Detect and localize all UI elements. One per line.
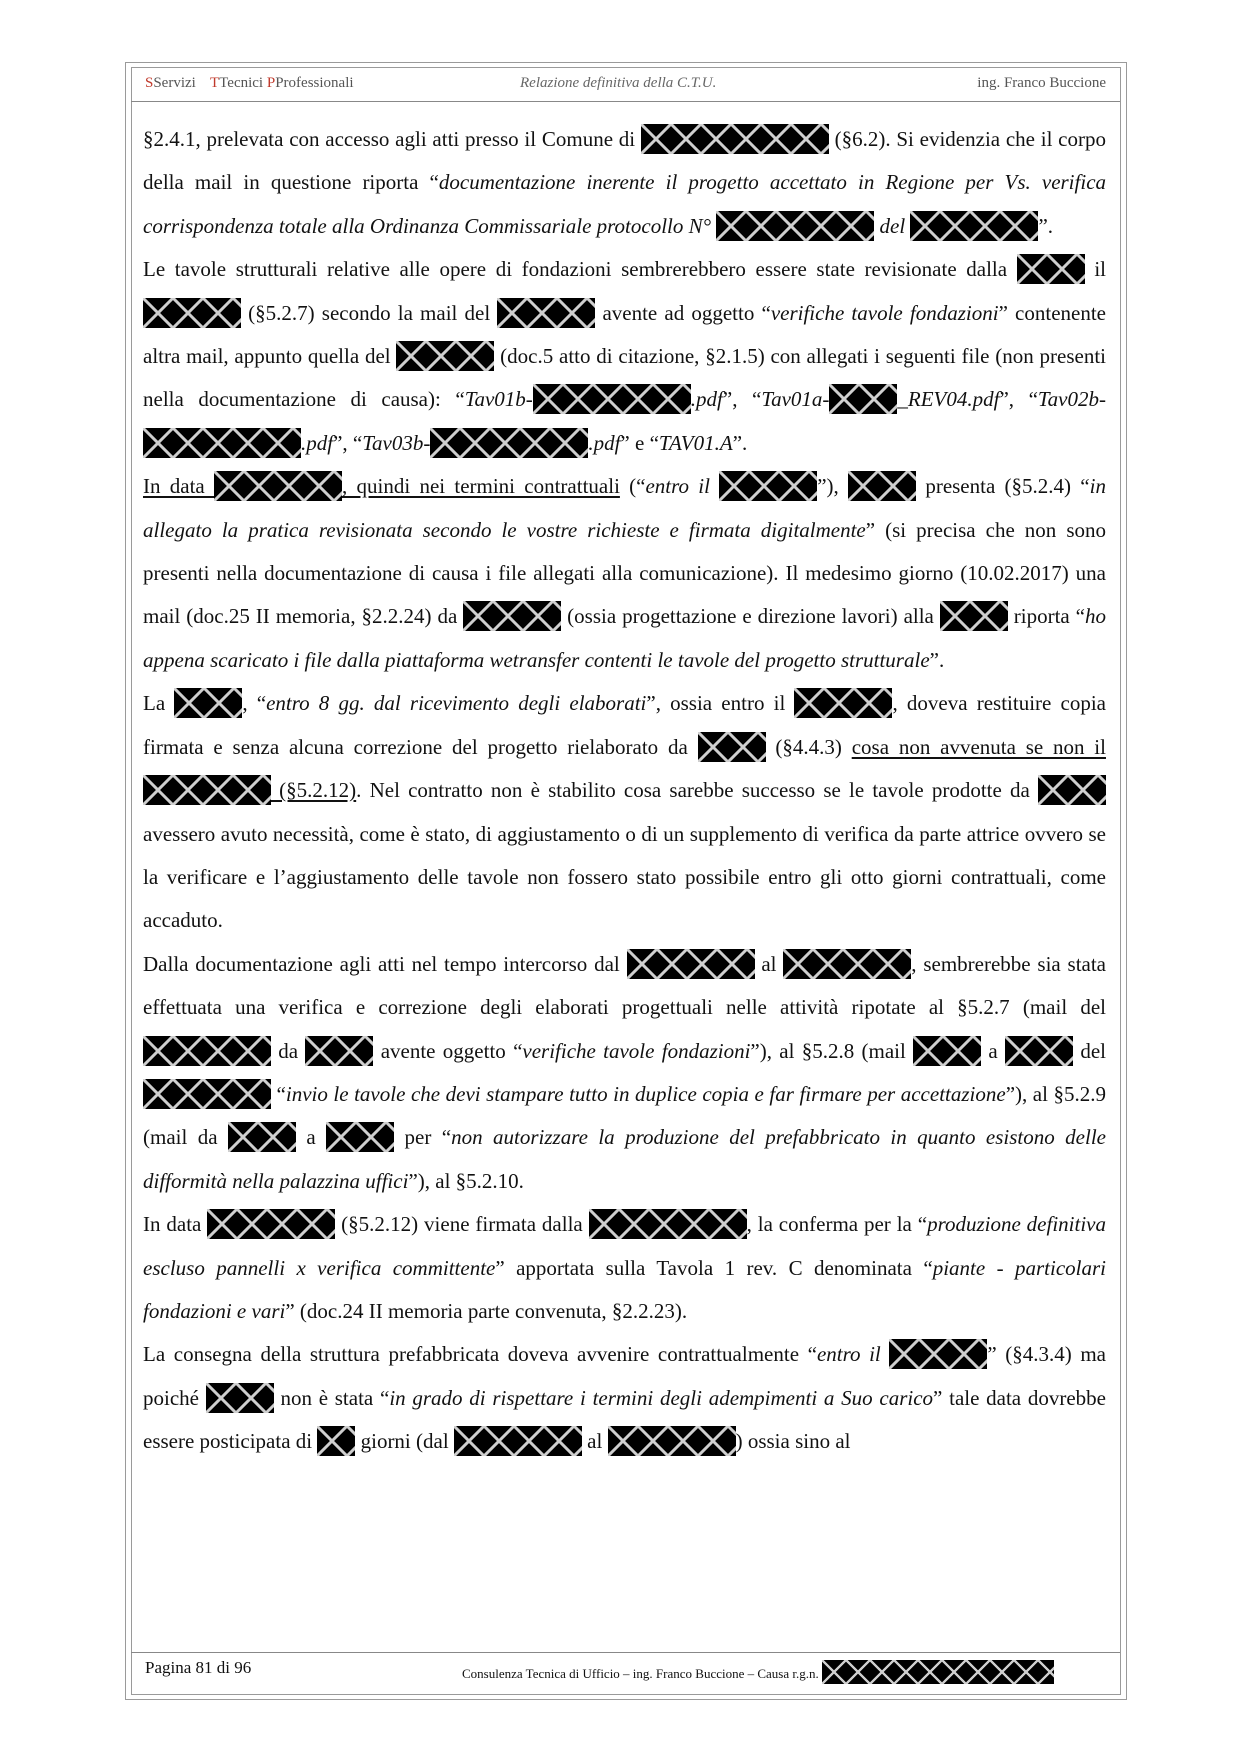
redaction: [1005, 1036, 1073, 1066]
body-text: ”, “: [999, 387, 1038, 412]
redaction: [913, 1036, 981, 1066]
redaction: [794, 688, 892, 718]
header-company-rest: TTecnici PProfessionali: [210, 75, 354, 91]
header-company-word1: Servizi: [153, 75, 196, 91]
redaction: [430, 428, 588, 458]
body-text: (§6.2). Si evidenzia che il corpo della mail in questione riporta “: [143, 127, 1106, 195]
quoted-text: TAV01.A: [658, 430, 733, 455]
body-text: ” e “: [620, 430, 659, 455]
quoted-text: entro 8 gg. dal ricevimento degli elaborati: [266, 691, 647, 716]
redaction: [143, 428, 301, 458]
document-body: [143, 118, 1106, 1464]
footer-rule: [131, 1652, 1120, 1653]
paragraph: [143, 465, 1106, 682]
body-text: avessero avuto necessità, come è stato, di aggiustamento o di un supplemento di verifica da parte attrice ovvero se la verificare e l’aggiustamento delle tavole non fossero stato possibile entro gli otto giorni contrattuali, come accaduto.: [143, 821, 1106, 933]
body-text: La: [143, 691, 175, 716]
body-text: ”.: [1038, 213, 1054, 238]
body-text: ”, ossia entro il: [646, 691, 795, 716]
body-text: ” apportata sulla Tavola 1 rev. C denominata “: [495, 1255, 933, 1280]
body-text: da: [271, 1038, 306, 1063]
redaction: [206, 1383, 274, 1413]
paragraph: [143, 682, 1106, 942]
body-text: avente oggetto “: [373, 1038, 523, 1063]
quoted-text: in grado di rispettare i termini degli adempimenti a Suo carico: [389, 1385, 934, 1410]
quoted-text: invio le tavole che devi stampare tutto in duplice copia e far firmare per accettazione: [285, 1081, 1006, 1106]
quoted-text: verifiche tavole fondazioni: [522, 1038, 751, 1063]
body-text: presenta (§5.2.4) “: [916, 474, 1090, 499]
paragraph: [143, 943, 1106, 1203]
header-author: ing. Franco Buccione: [977, 75, 1106, 91]
quoted-text: Tav01b-: [464, 387, 533, 412]
quoted-text: Tav03b-: [362, 430, 431, 455]
redaction: [533, 384, 691, 414]
redaction: [910, 211, 1038, 241]
redaction: [143, 1036, 271, 1066]
body-text: ”), al §5.2.10.: [408, 1168, 524, 1193]
quoted-text: Tav02b-: [1037, 387, 1106, 412]
header-company-initial: S: [145, 75, 154, 91]
body-text: giorni (dal: [355, 1429, 454, 1454]
paragraph: [143, 1333, 1106, 1463]
redaction: [889, 1339, 987, 1369]
footer-case-text: Consulenza Tecnica di Ufficio – ing. Franco Buccione – Causa r.g.n.: [462, 1666, 819, 1681]
body-text: ”), al §5.2.8 (mail: [750, 1038, 914, 1063]
body-text: (§4.4.3): [765, 734, 852, 759]
body-text: ”, “: [722, 387, 762, 412]
redaction: [698, 732, 766, 762]
body-text: La consegna della struttura prefabbricata doveva avvenire contrattualmente “: [143, 1342, 817, 1367]
redaction: [454, 1426, 582, 1456]
paragraph: [143, 1203, 1106, 1333]
underlined-text: In data: [143, 474, 214, 499]
redaction: [627, 949, 755, 979]
body-text: ”.: [732, 430, 748, 455]
body-text: al: [581, 1429, 608, 1454]
footer-page-number: Pagina 81 di 96: [145, 1658, 252, 1677]
redaction: [305, 1036, 373, 1066]
body-text: ” (doc.24 II memoria parte convenuta, §2.2.23).: [285, 1298, 688, 1323]
body-text: (doc.5 atto di citazione, §2.1.5) con allegati i seguenti file (non presenti nella documentazione di causa): “: [143, 344, 1107, 412]
quoted-text: documentazione inerente il progetto accettato in Regione per Vs. verifica corrispondenza totale alla Ordinanza Commissariale protocollo N°: [143, 170, 1107, 238]
body-text: In data: [143, 1212, 208, 1237]
header-title: Relazione definitiva della C.T.U.: [520, 75, 717, 91]
redaction: [589, 1209, 747, 1239]
redaction: [1017, 254, 1085, 284]
body-text: (§5.2.12) viene firmata dalla: [335, 1212, 589, 1237]
body-text: “: [271, 1081, 286, 1106]
redaction: [214, 471, 342, 501]
footer-case-reference: [462, 1660, 1054, 1682]
quoted-text: in allegato la pratica revisionata secondo le vostre richieste e firmata digitalmente: [143, 474, 1106, 542]
redaction: [143, 298, 241, 328]
body-text: . Nel contratto non è stabilito cosa sarebbe successo se le tavole prodotte da: [356, 778, 1038, 803]
redaction: [463, 601, 561, 631]
body-text: , doveva restituire copia firmata e senza alcuna correzione del progetto rielaborato da: [143, 691, 1106, 759]
redaction: [719, 471, 817, 501]
redaction: [822, 1660, 1054, 1684]
body-text: riporta “: [1007, 604, 1086, 629]
redaction: [143, 775, 271, 805]
body-text: ” tale data dovrebbe essere posticipata di: [143, 1385, 1107, 1454]
redaction: [829, 384, 897, 414]
underlined-text: (§5.2.12): [271, 778, 357, 803]
body-text: ” (si precisa che non sono presenti nella documentazione di causa i file allegati alla comunicazione). Il medesimo giorno (10.02.2017) una mail (doc.25 II memoria, §2.2.24) da: [143, 517, 1106, 629]
body-text: a: [981, 1038, 1006, 1063]
redaction: [207, 1209, 335, 1239]
quoted-text: verifiche tavole fondazioni: [770, 300, 999, 325]
body-text: al: [754, 951, 784, 976]
quoted-text: entro il: [816, 1342, 890, 1367]
redaction: [497, 298, 595, 328]
header-company: [145, 72, 196, 94]
redaction: [317, 1426, 355, 1456]
redaction: [228, 1122, 296, 1152]
body-text: (“: [619, 474, 646, 499]
body-text: (ossia progettazione e direzione lavori) alla: [561, 604, 940, 629]
body-text: ”), al §5.2.9 (mail da: [143, 1081, 1107, 1150]
header-rule: [131, 101, 1120, 102]
underlined-text: , quindi nei termini contrattuali: [342, 474, 620, 499]
header-company-word2: Tecnici: [219, 75, 267, 91]
redaction: [641, 124, 829, 154]
body-text: (§5.2.7) secondo la mail del: [241, 300, 498, 325]
body-text: , sembrerebbe sia stata effettuata una verifica e correzione degli elaborati progettuali nelle attività ripotate al §5.2.7 (mail del: [143, 951, 1107, 1020]
body-text: per “: [394, 1125, 452, 1150]
body-text: ) ossia sino al: [735, 1429, 851, 1454]
body-text: ”),: [817, 474, 849, 499]
body-text: ”, “: [333, 430, 363, 455]
redaction: [716, 211, 874, 241]
quoted-text: non autorizzare la produzione del prefabbricato in quanto esistono delle difformità nella palazzina uffici: [143, 1125, 1106, 1193]
body-text: ” (§4.3.4) ma poiché: [143, 1342, 1106, 1410]
redaction: [326, 1122, 394, 1152]
quoted-text: del: [874, 213, 911, 238]
redaction: [1038, 775, 1106, 805]
redaction: [396, 341, 494, 371]
quoted-text: .pdf: [588, 430, 621, 455]
quoted-text: _REV04.pdf: [897, 387, 1000, 412]
quoted-text: produzione definitiva escluso pannelli x verifica committente: [143, 1212, 1106, 1280]
body-text: non è stata “: [273, 1385, 390, 1410]
body-text: Dalla documentazione agli atti nel tempo intercorso dal: [143, 951, 627, 976]
paragraph: [143, 248, 1106, 465]
header-company-word3: Professionali: [275, 75, 354, 91]
body-text: il: [1084, 257, 1106, 282]
body-text: a: [295, 1125, 327, 1150]
body-text: avente ad oggetto “: [595, 300, 771, 325]
quoted-text: ho appena scaricato i file dalla piattaforma wetransfer contenti le tavole del progetto strutturale: [143, 604, 1107, 672]
quoted-text: Tav01a-: [761, 387, 830, 412]
body-text: ” contenente altra mail, appunto quella del: [143, 300, 1106, 369]
quoted-text: .pdf: [690, 387, 723, 412]
redaction: [174, 688, 242, 718]
redaction: [143, 1079, 271, 1109]
body-text: , la conferma per la “: [746, 1212, 928, 1237]
body-text: §2.4.1, prelevata con accesso agli atti presso il Comune di: [143, 127, 641, 151]
underlined-text: cosa non avvenuta se non il: [851, 734, 1106, 759]
body-text: del: [1073, 1038, 1106, 1063]
quoted-text: .pdf: [301, 430, 334, 455]
body-text: , “: [242, 691, 267, 716]
body-text: ”.: [929, 647, 945, 672]
redaction: [783, 949, 911, 979]
body-text: Le tavole strutturali relative alle opere di fondazioni sembrerebbero essere state revisionate dalla: [143, 257, 1017, 282]
redaction: [940, 601, 1008, 631]
redaction: [608, 1426, 736, 1456]
quoted-text: entro il: [645, 474, 720, 499]
redaction: [848, 471, 916, 501]
paragraph: [143, 118, 1106, 248]
quoted-text: piante - particolari fondazioni e vari: [143, 1255, 1106, 1323]
